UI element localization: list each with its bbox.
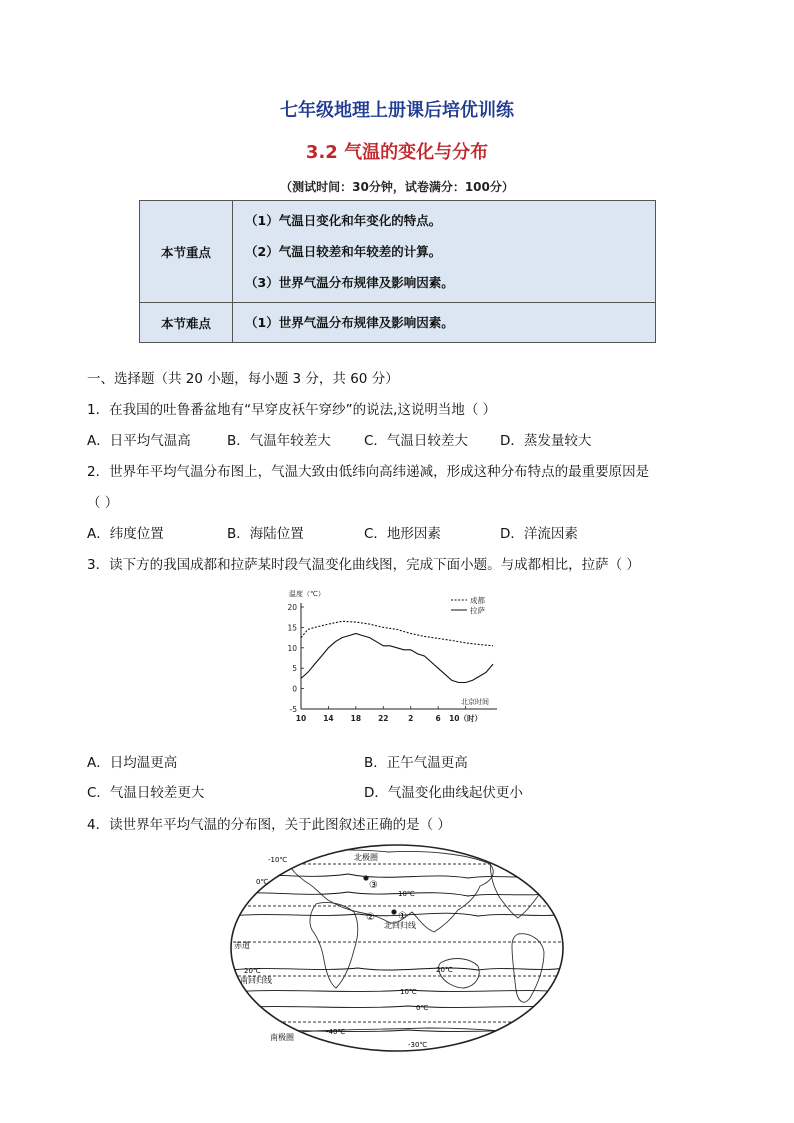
legend-label: 成都	[470, 596, 485, 605]
q2-option-c[interactable]: C．地形因素	[364, 526, 441, 542]
y-tick-label: 0	[292, 684, 297, 694]
q3-option-a[interactable]: A．日均温更高	[87, 755, 178, 771]
y-tick-label: 10	[287, 643, 297, 653]
map-label-arctic: 北极圈	[354, 853, 378, 862]
q3-option-c[interactable]: C．气温日较差更大	[87, 785, 205, 801]
q1-option-b[interactable]: B．气温年较差大	[227, 433, 331, 449]
x-tick-label: 10（时）	[449, 714, 483, 723]
question-2-stem-cont: （ ）	[87, 495, 119, 511]
x-tick-label: 14	[323, 714, 334, 723]
q1-option-c[interactable]: C．气温日较差大	[364, 433, 468, 449]
q2-option-b[interactable]: B．海陆位置	[227, 526, 304, 542]
map-label-iso-10b: 10℃	[400, 988, 417, 996]
legend-label: 拉萨	[470, 606, 485, 615]
map-label-tropic-south: 南回归线	[240, 976, 272, 985]
section-title: 一、选择题（共 20 小题，每小题 3 分，共 60 分）	[87, 371, 399, 387]
series-line-chengdu	[301, 621, 493, 646]
key-point-item: （2）气温日较差和年较差的计算。	[245, 244, 442, 259]
map-label-antarctic: 南极圈	[270, 1033, 294, 1042]
key-points-label: 本节重点	[140, 201, 233, 303]
q2-option-a[interactable]: A．纬度位置	[87, 526, 164, 542]
x-tick-label: 22	[378, 714, 389, 723]
world-temperature-map	[228, 842, 566, 1054]
lesson-title: 3.2 气温的变化与分布	[305, 142, 489, 163]
q2-option-d[interactable]: D．洋流因素	[500, 526, 578, 542]
map-label-iso-0b: 0℃	[416, 1004, 429, 1012]
x-tick-label: 2	[408, 714, 414, 723]
map-label-iso-n10: -10℃	[268, 856, 288, 864]
difficult-points-content	[233, 303, 656, 343]
x-tick-label: 6	[435, 714, 441, 723]
key-point-item: （3）世界气温分布规律及影响因素。	[245, 275, 454, 290]
q3-option-d[interactable]: D．气温变化曲线起伏更小	[364, 785, 523, 801]
map-label-iso-20: 20℃	[244, 967, 261, 975]
question-4-stem: 4．读世界年平均气温的分布图，关于此图叙述正确的是（ ）	[87, 817, 451, 833]
y-axis-label: 温度（℃）	[289, 590, 325, 598]
key-points-content	[233, 201, 656, 303]
map-label-iso-10: 10℃	[398, 890, 415, 898]
chart-plot	[287, 589, 497, 723]
map-label-tropic-north: 北回归线	[384, 921, 416, 930]
y-tick-label: 20	[287, 603, 297, 612]
question-2-stem: 2．世界年平均气温分布图上，气温大致由低纬向高纬递减，形成这种分布特点的最重要原因是	[87, 464, 650, 480]
map-marker-2: ②	[366, 912, 375, 923]
temperature-chart	[275, 585, 515, 737]
key-point-item: （1）气温日变化和年变化的特点。	[245, 213, 442, 228]
difficult-points-label: 本节难点	[140, 303, 233, 343]
map-label-iso-40: -40℃	[326, 1028, 346, 1036]
map-marker-1: ①	[398, 911, 407, 922]
y-tick-label: 5	[292, 664, 297, 674]
difficult-points-row	[140, 303, 656, 343]
difficult-point-item: （1）世界气温分布规律及影响因素。	[245, 315, 454, 330]
map-label-iso-n30: -30℃	[408, 1041, 428, 1049]
question-3-stem: 3．读下方的我国成都和拉萨某时段气温变化曲线图，完成下面小题。与成都相比，拉萨（ ）	[87, 557, 640, 573]
x-axis-label: 北京时间	[461, 698, 489, 706]
y-tick-label: -5	[289, 705, 297, 714]
map-marker-3: ③	[369, 880, 378, 891]
point-marker	[392, 910, 396, 914]
series-line-lhasa	[301, 634, 493, 683]
map-label-iso-0: 0℃	[256, 878, 269, 886]
key-points-row	[140, 201, 656, 303]
q1-option-d[interactable]: D．蒸发量较大	[500, 433, 592, 449]
map-label-iso-20b: 20℃	[436, 966, 453, 974]
y-tick-label: 15	[287, 623, 297, 633]
page-title: 七年级地理上册课后培优训练	[280, 100, 514, 121]
point-marker	[364, 876, 368, 880]
question-1-stem: 1．在我国的吐鲁番盆地有“早穿皮袄午穿纱”的说法,这说明当地（ ）	[87, 402, 497, 418]
q1-option-a[interactable]: A．日平均气温高	[87, 433, 191, 449]
focus-table	[139, 200, 656, 343]
x-tick-label: 18	[350, 714, 362, 723]
map-label-equator: 赤道	[234, 941, 250, 950]
test-meta: （测试时间：30分钟，试卷满分：100分）	[280, 180, 514, 194]
x-tick-label: 10	[295, 714, 307, 723]
q3-option-b[interactable]: B．正午气温更高	[364, 755, 468, 771]
